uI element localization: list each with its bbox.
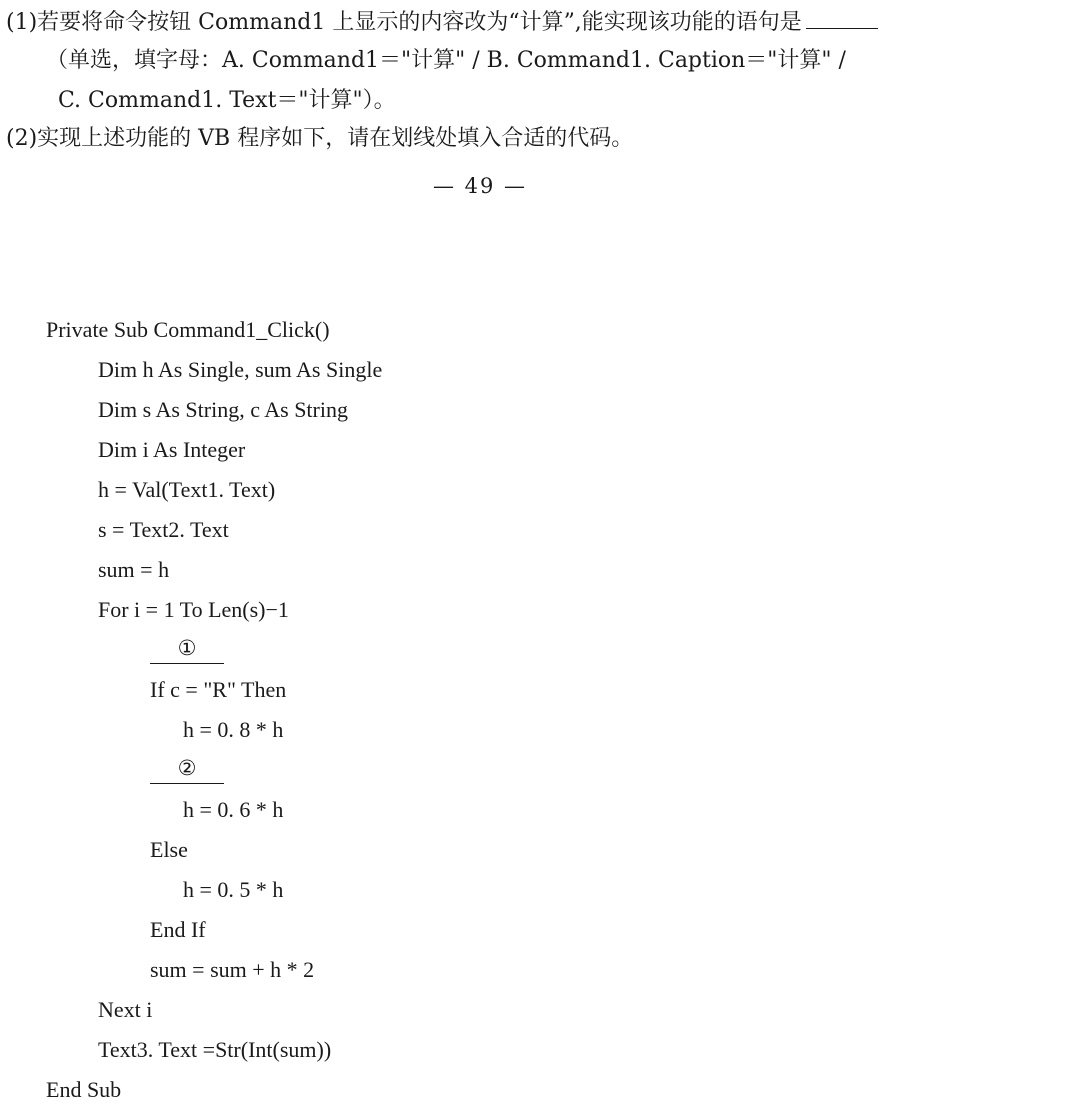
question-1-option-c-line: C. Command1. Text＝"计算"）。 — [58, 88, 396, 113]
code-blank-1: ① — [150, 635, 224, 664]
code-line-dim-h: Dim h As Single, sum As Single — [98, 357, 383, 382]
code-line-sum-update: sum = sum + h * 2 — [150, 957, 315, 982]
question-1-text: (1)若要将命令按钮 Command1 上显示的内容改为“计算”,能实现该功能的语句是 — [6, 10, 802, 35]
code-line-h-08: h = 0. 8 * h — [183, 717, 284, 742]
code-blank-2: ② — [150, 755, 224, 784]
code-line-end-if: End If — [150, 917, 206, 942]
code-line-assign-h: h = Val(Text1. Text) — [98, 477, 276, 502]
answer-blank — [806, 6, 878, 29]
code-line-end-sub: End Sub — [46, 1077, 122, 1102]
code-line-h-06: h = 0. 6 * h — [183, 797, 284, 822]
question-2-line: (2)实现上述功能的 VB 程序如下，请在划线处填入合适的代码。 — [6, 126, 634, 151]
code-line-else: Else — [150, 837, 188, 862]
page-number: — 49 — — [432, 174, 528, 198]
code-line-sub-start: Private Sub Command1_Click() — [46, 317, 330, 342]
code-line-next: Next i — [98, 997, 153, 1022]
code-line-assign-sum: sum = h — [98, 557, 170, 582]
code-line-assign-s: s = Text2. Text — [98, 517, 229, 542]
question-1-line — [6, 6, 878, 38]
code-line-h-05: h = 0. 5 * h — [183, 877, 284, 902]
question-1-options-line: （单选，填字母：A. Command1＝"计算" / B. Command1. Caption＝"计算" / — [46, 48, 846, 73]
code-line-if: If c = "R" Then — [150, 677, 287, 702]
code-line-output: Text3. Text =Str(Int(sum)) — [98, 1037, 332, 1062]
code-line-dim-i: Dim i As Integer — [98, 437, 246, 462]
code-line-for: For i = 1 To Len(s)−1 — [98, 597, 289, 622]
code-line-dim-s: Dim s As String, c As String — [98, 397, 348, 422]
